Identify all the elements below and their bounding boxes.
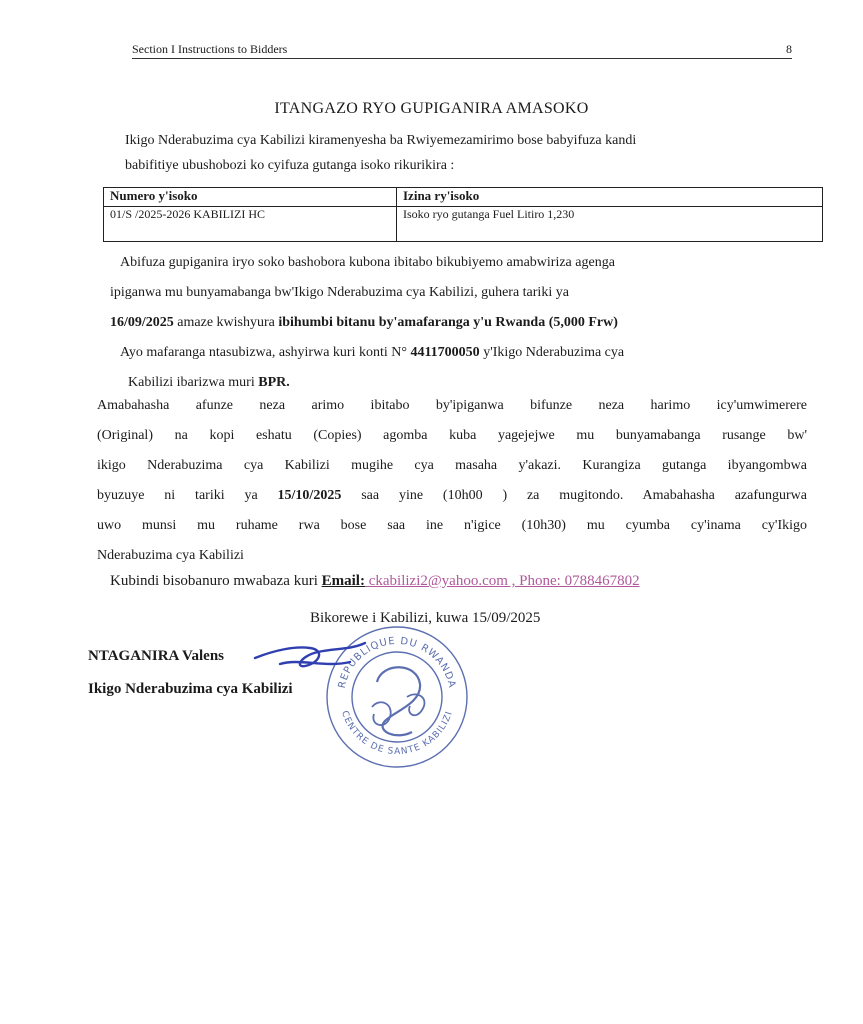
section-title: Section I Instructions to Bidders [132, 42, 288, 56]
intro-line: Ikigo Nderabuzima cya Kabilizi kiramenyesha ba Rwiyemezamirimo bose babyifuza kandi [125, 133, 637, 148]
intro-line: babifitiye ubushobozi ko cyifuza gutanga isoko rikurikira : [125, 158, 455, 173]
start-date: 16/09/2025 [110, 315, 174, 330]
tender-name: Isoko ryo gutanga Fuel Litiro 1,230 [397, 207, 823, 242]
handwritten-signature [250, 628, 370, 678]
paragraph-line: (Original) na kopi eshatu (Copies) agomba kuba yagejejwe mu bunyamabanga rusange bw' [97, 428, 807, 443]
tender-number: 01/S /2025-2026 KABILIZI HC [104, 207, 397, 242]
tender-table [103, 187, 823, 242]
place-date: Bikorewe i Kabilizi, kuwa 15/09/2025 [310, 610, 541, 626]
submission-paragraph [97, 391, 807, 571]
fee-amount: ibihumbi bitanu by'amafaranga y'u Rwanda (5,000 Frw) [278, 315, 618, 330]
paragraph-line: uwo munsi mu ruhame rwa bose saa ine n'igice (10h30) mu cyumba cy'inama cy'Ikigo [97, 518, 807, 533]
paragraph-line: Nderabuzima cya Kabilizi [97, 548, 244, 563]
page-number: 8 [786, 42, 792, 56]
contact-details-link[interactable]: ckabilizi2@yahoo.com , Phone: 0788467802 [364, 573, 640, 589]
paragraph-line: Amabahasha afunze neza arimo ibitabo by'ipiganwa bifunze neza harimo icy'umwimerere [97, 398, 807, 413]
paragraph-line: Kabilizi ibarizwa muri BPR. [128, 375, 290, 390]
signatory-org: Ikigo Nderabuzima cya Kabilizi [88, 681, 293, 697]
email-label: Email: [321, 573, 365, 589]
account-number: 4411700050 [410, 345, 480, 360]
stamp-top-text: REPUBLIQUE DU RWANDA [336, 635, 458, 690]
paragraph-line: 16/09/2025 amaze kwishyura ibihumbi bitanu by'amafaranga y'u Rwanda (5,000 Frw) [110, 315, 618, 330]
page-header [132, 42, 792, 59]
paragraph-line: Abifuza gupiganira iryo soko bashobora kubona ibitabo bikubiyemo amabwiriza agenga [120, 255, 615, 270]
table-header-name: Izina ry'isoko [397, 188, 823, 207]
table-header-number: Numero y'isoko [104, 188, 397, 207]
paragraph-line: Ayo mafaranga ntasubizwa, ashyirwa kuri konti N° 4411700050 y'Ikigo Nderabuzima cya [120, 345, 625, 360]
notice-title: ITANGAZO RYO GUPIGANIRA AMASOKO [274, 100, 589, 117]
paragraph-line: ipiganwa mu bunyamabanga bw'Ikigo Nderabuzima cya Kabilizi, guhera tariki ya [110, 285, 569, 300]
paragraph-line: byuzuye ni tariki ya 15/10/2025 saa yine (10h00 ) za mugitondo. Amabahasha azafungurwa [97, 488, 807, 503]
intro-paragraph [125, 128, 795, 178]
bank-name: BPR. [258, 375, 290, 390]
deadline-date: 15/10/2025 [277, 488, 342, 503]
paragraph-line: ikigo Nderabuzima cya Kabilizi mugihe cya masaha y'akazi. Kurangiza gutanga ibyangombwa [97, 458, 807, 473]
signatory-name: NTAGANIRA Valens [88, 648, 225, 664]
bidding-documents-paragraph [110, 248, 802, 398]
stamp-bottom-text: CENTRE DE SANTE KABILIZI [339, 709, 455, 758]
contact-line: Kubindi bisobanuro mwabaza kuri Email: ckabilizi2@yahoo.com , Phone: 0788467802 [110, 573, 640, 589]
